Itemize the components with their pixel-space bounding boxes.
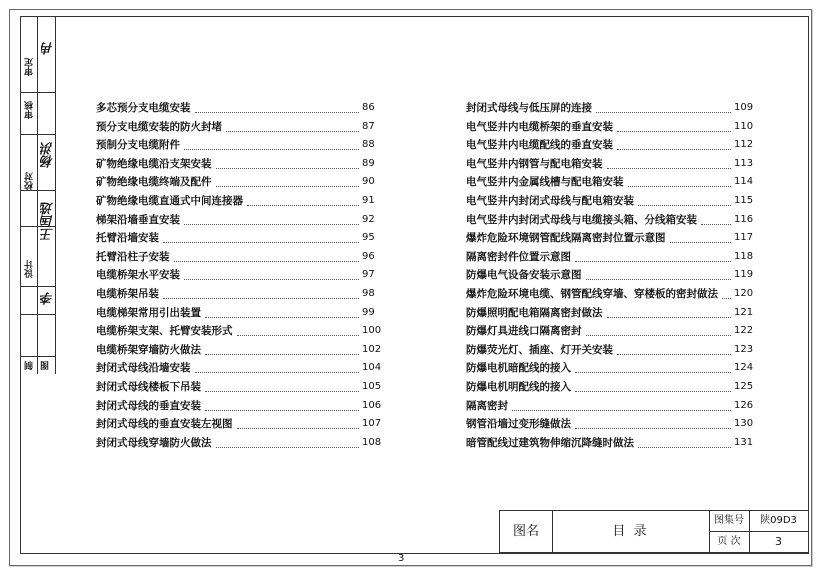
approval-sidebar [20,16,56,374]
title-block-page-label: 页 次 [709,532,750,552]
toc-entry-leader [617,117,731,132]
toc-entry-leader [195,358,359,373]
toc-entry [466,268,754,286]
toc-entry-leader [628,172,731,187]
toc-entry-page: 95 [362,232,375,244]
toc-entry-page: 126 [734,399,754,411]
toc-entry-page: 114 [734,176,754,188]
toc-entry-leader [163,284,359,299]
toc-entry-leader [216,433,359,448]
toc-entry-page: 90 [362,176,375,188]
sidebar-signature-design: 李 [41,292,56,305]
toc-entry-page: 109 [734,102,754,113]
toc-entry-title: 多芯预分支电缆安装 [96,102,191,114]
toc-entry-page: 96 [362,250,375,262]
toc-entry-leader [163,228,359,243]
toc-entry-leader [184,135,359,150]
toc-entry-leader [638,191,731,206]
title-block-atlas-value: 陕09D3 [749,511,808,532]
toc-entry-page: 123 [734,343,754,355]
toc-entry-leader [512,396,731,411]
toc-entry-title: 预制分支电缆附件 [96,139,180,152]
toc-entry-title: 防爆荧光灯、插座、灯开关安装 [466,343,613,356]
toc-entry-title: 电气竖井内电缆桥架的垂直安装 [466,120,613,133]
toc-entry-page: 113 [734,157,754,169]
toc-entry-leader [247,191,359,206]
sidebar-role-draw: 制 [25,361,35,370]
toc-entry-title: 隔离密封件位置示意图 [466,250,571,263]
toc-entry-leader [617,135,731,150]
toc-entry-title: 矿物绝缘电缆直通式中间连接器 [96,195,243,207]
toc-entry-leader [174,247,359,262]
toc-entry-title: 防爆电气设备安装示意图 [466,269,582,282]
toc-entry-leader [607,154,731,169]
toc-entry-page: 121 [734,306,754,318]
toc-entry-leader [701,210,731,225]
toc-entry-leader [596,98,731,113]
toc-entry-title: 矿物绝缘电缆终端及配件 [96,176,212,189]
toc-entry-title: 封闭式母线穿墙防火做法 [96,436,212,449]
toc-entry-title: 电气竖井内金属线槽与配电箱安装 [466,176,624,189]
toc-entry-title: 托臂沿柱子安装 [96,250,170,263]
toc-entry-title: 封闭式母线沿墙安装 [96,362,191,375]
toc-entry-title: 电缆桥架穿墙防火做法 [96,343,201,356]
sidebar-signature-review: 杨洪 [41,142,56,168]
toc-entry-leader [575,377,731,392]
toc-entry-title: 电缆梯架常用引出装置 [96,306,201,319]
toc-entry-leader [205,396,359,411]
toc-entry [466,436,754,454]
toc-entry-title: 电气竖井内封闭式母线与配电箱安装 [466,195,634,207]
toc-entry-title: 电气竖井内钢管与配电箱安装 [466,157,603,170]
toc-entry-leader [586,265,731,280]
toc-entry-page: 122 [734,325,754,337]
toc-entry-title: 电缆桥架水平安装 [96,269,180,282]
toc-entry-leader [184,210,359,225]
sidebar-role-check: 校对 [25,172,35,190]
footer-page-number: 3 [398,553,405,564]
toc-entry-page: 120 [734,288,754,299]
toc-entry-page: 124 [734,362,754,374]
toc-entry-leader [226,117,359,132]
toc-entry-title: 爆炸危险环境钢管配线隔离密封位置示意图 [466,232,666,245]
toc-entry-title: 封闭式母线的垂直安装左视图 [96,418,233,431]
toc-entry-title: 防爆电机暗配线的接入 [466,362,571,375]
toc-entry-title: 防爆电机明配线的接入 [466,381,571,393]
toc-entry-page: 91 [362,195,375,206]
toc-entry-title: 封闭式母线与低压屏的连接 [466,102,592,114]
sidebar-signature-check: 王国选 [41,202,56,241]
toc-entry-page: 107 [362,418,382,430]
toc-entry-page: 108 [362,436,382,448]
toc-entry-title: 隔离密封 [466,399,508,412]
toc-entry-title: 电缆桥架支架、托臂安装形式 [96,325,233,338]
toc-entry-leader [184,265,359,280]
toc-entry-leader [575,358,731,373]
toc-entry-page: 98 [362,288,375,299]
title-block-name-value: 目 录 [552,511,710,552]
toc-entry-title: 梯架沿墙垂直安装 [96,213,180,226]
toc-entry [96,436,382,454]
toc-entry-page: 106 [362,399,382,411]
toc-entry-page: 130 [734,418,754,430]
title-block-name-label: 图名 [500,511,553,552]
toc-entry-page: 105 [362,381,382,392]
toc-entry-leader [575,414,731,429]
toc-entry-title: 封闭式母线的垂直安装 [96,399,201,412]
toc-entry-title: 矿物绝缘电缆沿支架安装 [96,157,212,170]
toc-entry-leader [216,172,359,187]
toc-entry-page: 112 [734,139,754,151]
toc-entry-page: 118 [734,250,754,262]
toc-entry-page: 88 [362,139,375,151]
toc-entry-page: 104 [362,362,382,374]
sidebar-role-approve: 审定 [25,58,35,76]
toc-entry-page: 117 [734,232,754,244]
sidebar-role-review: 审核 [25,101,35,119]
toc-entry-title: 电气竖井内封闭式母线与电缆接头箱、分线箱安装 [466,213,697,226]
toc-entry-title: 钢管沿墙过变形缝做法 [466,418,571,431]
toc-entry-title: 电气竖井内电缆配线的垂直安装 [466,139,613,152]
title-block-page-value: 3 [775,535,782,548]
toc-entry-page: 100 [362,325,382,337]
toc-entry-leader [216,154,359,169]
toc-entry-leader [638,433,731,448]
toc-entry-leader [670,228,731,243]
toc-entry-leader [607,303,731,318]
toc-entry-page: 86 [362,102,375,113]
toc-entry-page: 119 [734,269,754,281]
toc-entry-leader [237,321,359,336]
toc-entry-leader [195,98,359,113]
toc-entry-page: 115 [734,195,754,206]
toc-entry-title: 爆炸危险环境电缆、钢管配线穿墙、穿楼板的密封做法 [466,288,718,300]
toc-entry-page: 97 [362,269,375,281]
toc-entry-page: 99 [362,306,375,318]
toc-entry-leader [575,247,731,262]
title-block [499,510,809,553]
toc-entry-title: 防爆灯具进线口隔离密封 [466,325,582,338]
sidebar-role-design: 设计 [25,260,35,278]
toc-entry-page: 110 [734,120,754,132]
toc-entry-leader [237,414,359,429]
toc-entry-title: 封闭式母线楼板下吊装 [96,381,201,393]
toc-entry-page: 125 [734,381,754,392]
toc-entry-page: 92 [362,213,375,225]
toc-entry-title: 暗管配线过建筑物伸缩沉降缝时做法 [466,436,634,449]
toc-entry-page: 89 [362,157,375,169]
sidebar-signature-approve: 冉 [41,42,56,55]
toc-entry-leader [722,284,731,299]
toc-entry-page: 87 [362,120,375,132]
title-block-atlas-label: 图集号 [709,511,750,532]
toc-entry-title: 托臂沿墙安装 [96,232,159,245]
toc-entry-title: 预分支电缆安装的防火封堵 [96,120,222,133]
toc-entry-title: 电缆桥架吊装 [96,288,159,300]
toc-entry-leader [205,303,359,318]
toc-entry-leader [586,321,731,336]
toc-entry-page: 131 [734,436,754,448]
toc-entry-leader [617,340,731,355]
toc-entry-page: 102 [362,343,382,355]
toc-entry-leader [205,377,359,392]
toc-entry-title: 防爆照明配电箱隔离密封做法 [466,306,603,319]
sidebar-role-draw-2: 图 [41,361,51,370]
toc-entry-page: 116 [734,213,754,225]
toc-entry-leader [205,340,359,355]
